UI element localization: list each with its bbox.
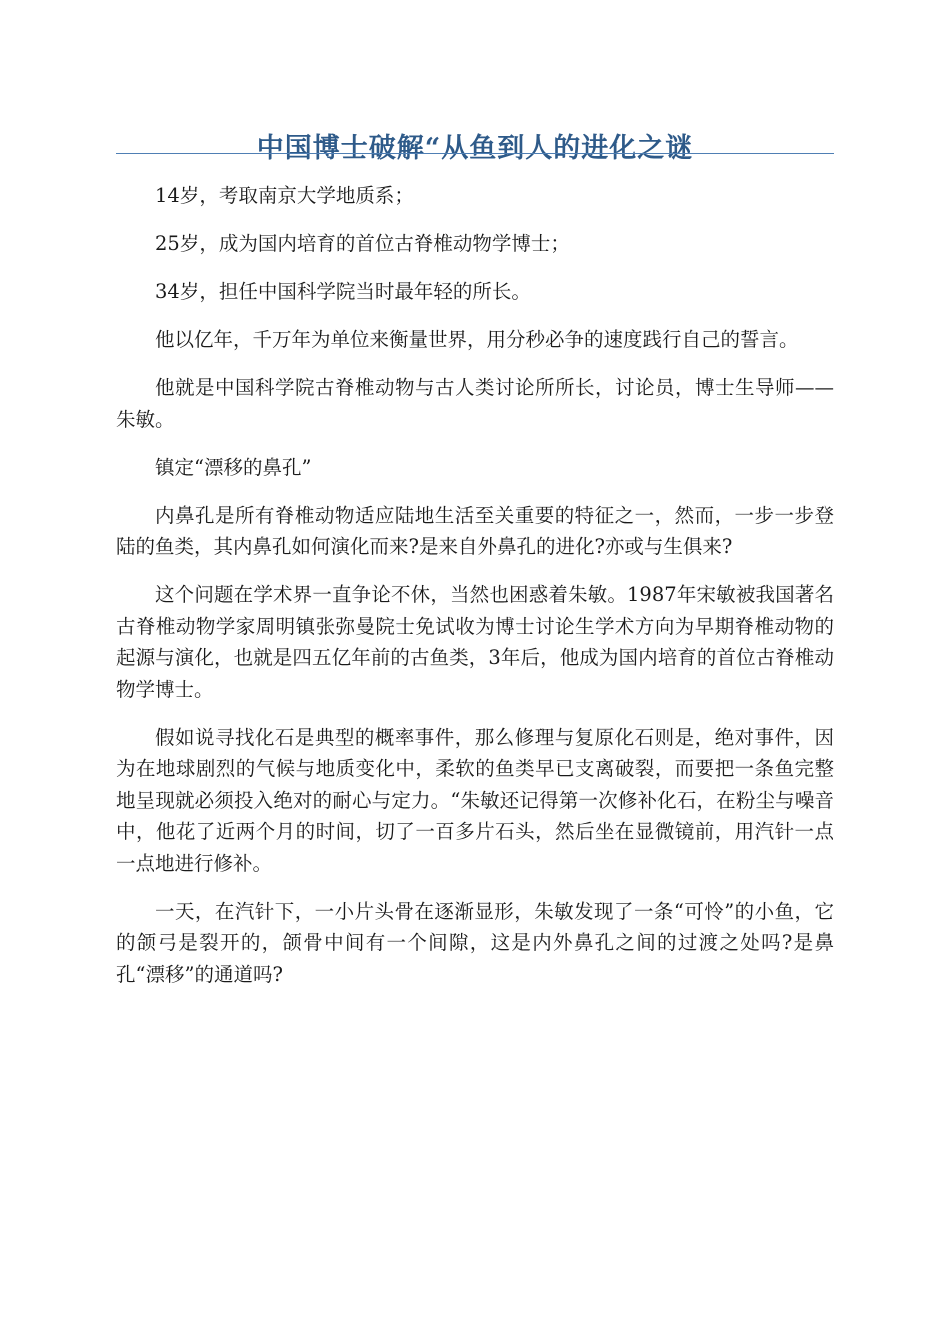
paragraph-introduction: 他就是中国科学院古脊椎动物与古人类讨论所所长，讨论员，博士生导师——朱敏。 [116, 376, 834, 431]
section-heading: 镇定“漂移的鼻孔” [155, 455, 312, 479]
paragraph-fossil-repair: 假如说寻找化石是典型的概率事件，那么修理与复原化石则是，绝对事件，因为在地球剧烈的气候与地质变化中，柔软的鱼类早已支离破裂，而要把一条鱼完整地呈现就必须投入绝对的耐心与定力。“朱敏还记得第一次修补化石，在粉尘与噪音中，他花了近两个月的时间，切了一百多片石头，然后坐在显微镜前，用汽针一点一点地进行修补。 [116, 725, 834, 875]
paragraph-age-14: 14岁，考取南京大学地质系； [155, 184, 414, 207]
paragraph-age-25: 25岁，成为国内培育的首位古脊椎动物学博士； [155, 232, 570, 255]
paragraph-discovery: 一天，在汽针下，一小片头骨在逐渐显形，朱敏发现了一条“可怜”的小鱼，它的颌弓是裂开的，颌骨中间有一个间隙，这是内外鼻孔之间的过渡之处吗?是鼻孔“漂移”的通道吗? [116, 899, 834, 986]
title-underline [116, 153, 834, 154]
page-title: 中国博士破解“从鱼到人的进化之谜 [256, 133, 694, 165]
paragraph-oath: 他以亿年，千万年为单位来衡量世界，用分秒必争的速度践行自己的誓言。 [155, 328, 799, 351]
paragraph-debate: 这个问题在学术界一直争论不休，当然也困惑着朱敏。1987年宋敏被我国著名古脊椎动物学家周明镇张弥曼院士免试收为博士讨论生学术方向为早期脊椎动物的起源与演化，也就是四五亿年前的古鱼类，3年后，他成为国内培育的首位古脊椎动物学博士。 [116, 583, 834, 701]
article-body [116, 180, 834, 1007]
paragraph-inner-nostril: 内鼻孔是所有脊椎动物适应陆地生活至关重要的特征之一，然而，一步一步登陆的鱼类，其内鼻孔如何演化而来?是来自外鼻孔的进化?亦或与生俱来? [116, 503, 834, 558]
paragraph-age-34: 34岁，担任中国科学院当时最年轻的所长。 [155, 280, 531, 303]
